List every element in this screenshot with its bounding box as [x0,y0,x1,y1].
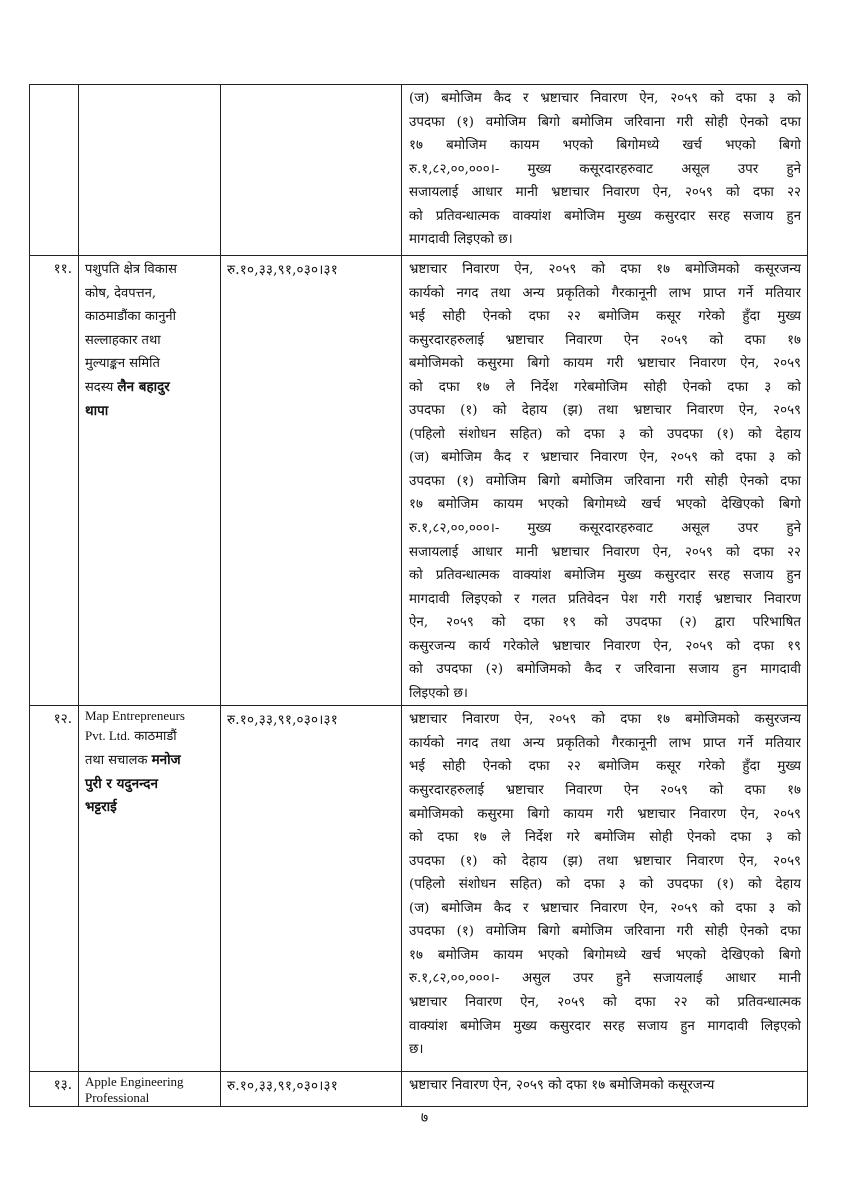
charge-description-cell [402,85,808,256]
claim-amount-cell [221,256,402,706]
charge-description-line: उपदफा (१) वमोजिम बिगो बमोजिम जरिवाना गरी सोही ऐनको दफा [409,114,801,130]
charge-description-line: १७ बमोजिम कायम भएको बिगोमध्ये खर्च भएको बिगो [409,138,801,154]
table-row [30,256,808,706]
charge-description-line: बमोजिमको कसुरमा बिगो कायम गरी भ्रष्टाचार निवारण ऐन, २०५९ [409,356,801,372]
charge-description-line: को उपदफा (२) बमोजिमको कैद र जरिवाना सजाय हुन मागदावी [409,662,801,678]
charge-description-line: (पहिलो संशोधन सहित) को दफा ३ को उपदफा (१) को देहाय [409,877,801,893]
charge-description-line: भ्रष्टाचार निवारण ऐन, २०५९ को दफा १७ बमोजिमको कसूरजन्य [409,262,801,277]
case-table [29,84,808,1107]
table-row [30,85,808,256]
accused-name-bold-line: पुरी र यदुनन्दन [85,775,158,792]
charge-description-cell [402,706,808,1072]
charge-description-line: भ्रष्टाचार निवारण ऐन, २०५९ को दफा १७ बमोजिमको कसुरजन्य [409,712,801,728]
charge-description-line: (ज) बमोजिम कैद र भ्रष्टाचार निवारण ऐन, २०५९ को दफा ३ को [409,450,801,466]
serial-number: ११. [53,261,72,277]
accused-name-bold: लैन बहादुर [117,378,170,395]
serial-number-cell [30,706,79,1072]
table-row [30,1072,808,1107]
accused-name-line: Professional [85,1090,150,1106]
charge-description-line: कार्यको नगद तथा अन्य प्रकृतिको गैरकानूनी लाभ प्राप्त गर्ने मतियार [409,285,801,301]
accused-name-bold: मनोज [151,751,181,768]
table-row [30,706,808,1072]
serial-number-cell [30,85,79,256]
page-number: ७ [420,1110,429,1126]
accused-name-cell [79,706,221,1072]
accused-name-latin: Pvt. Ltd. [85,728,131,744]
accused-name-line: काठमाडौंका कानुनी [85,309,176,325]
serial-number: १२. [53,711,72,728]
charge-description-line: १७ बमोजिम कायम भएको बिगोमध्ये खर्च भएको देखिएको बिगो [409,497,801,513]
accused-name-line: पशुपति क्षेत्र विकास [85,262,177,277]
charge-description-line: भ्रष्टाचार निवारण ऐन, २०५९ को दफा २२ को प्रतिवन्धात्मक [409,994,801,1010]
charge-description-line: कसुरदारहरुलाई भ्रष्टाचार निवारण ऐन २०५९ को दफा १७ [409,332,801,348]
accused-name-text: सदस्य [85,379,118,395]
charge-description-line: (पहिलो संशोधन सहित) को दफा ३ को उपदफा (१) को देहाय [409,426,801,442]
charge-description-line: १७ बमोजिम कायम भएको बिगोमध्ये खर्च भएको देखिएको बिगो [409,947,801,963]
charge-description-line: भ्रष्टाचार निवारण ऐन, २०५९ को दफा १७ बमोजिमको कसूरजन्य [409,1078,715,1094]
accused-name-line: सल्लाहकार तथा [85,332,161,348]
charge-description-line: उपदफा (१) को देहाय (झ) तथा भ्रष्टाचार निवारण ऐन, २०५९ [409,853,801,869]
charge-description-cell [402,256,808,706]
claim-amount-cell [221,1072,402,1107]
charge-description-line: (ज) बमोजिम कैद र भ्रष्टाचार निवारण ऐन, २०५९ को दफा ३ को [409,900,801,916]
charge-description-line: को दफा १७ ले निर्देश गरेबमोजिम सोही ऐनको दफा ३ को [409,379,801,395]
claim-amount-cell [221,706,402,1072]
claim-amount: रु.१०,३३,९१,०३०।३१ [227,712,338,729]
accused-name-line [85,376,216,400]
charge-description-line: कसुरजन्य कार्य गरेकोले भ्रष्टाचार निवारण ऐन, २०५९ को दफा १९ [409,638,801,654]
charge-description-line: बमोजिमको कसुरमा बिगो कायम गरी भ्रष्टाचार निवारण ऐन, २०५९ [409,806,801,822]
charge-description-line: भई सोही ऐनको दफा २२ बमोजिम कसूर गरेको हुँदा मुख्य [409,309,801,325]
charge-description-line: (ज) बमोजिम कैद र भ्रष्टाचार निवारण ऐन, २०५९ को दफा ३ को [409,91,801,106]
accused-name-line: Apple Engineering [85,1074,184,1090]
charge-description-line: ऐन, २०५९ को दफा १९ को उपदफा (२) द्वारा परिभाषित [409,615,801,631]
charge-description-line: को प्रतिवन्धात्मक वाक्यांश बमोजिम मुख्य कसुरदार सरह सजाय हुन [409,208,801,224]
accused-name-cell [79,256,221,706]
charge-description-line: रु.१,८२,००,०००।- मुख्य कसूरदारहरुवाट असूल उपर हुने [409,161,801,177]
serial-number: १३. [53,1077,72,1094]
charge-description-line: कार्यको नगद तथा अन्य प्रकृतिको गैरकानूनी लाभ प्राप्त गर्ने मतियार [409,735,801,751]
charge-description-line: सजायलाई आधार मानी भ्रष्टाचार निवारण ऐन, २०५९ को दफा २२ [409,544,801,560]
charge-description-cell [402,1072,808,1107]
accused-name-line: मुल्याङ्कन समिति [85,356,160,372]
charge-description-line: मागदावी लिइएको छ। [409,232,513,248]
claim-amount: रु.१०,३३,९१,०३०।३१ [227,262,338,278]
accused-name-cell [79,1072,221,1107]
charge-description-line: को दफा १७ ले निर्देश गरे बमोजिम सोही ऐनको दफा ३ को [409,830,801,846]
accused-name-line [85,749,216,773]
accused-name-cell [79,85,221,256]
serial-number-cell [30,1072,79,1107]
charge-description-line: भई सोही ऐनको दफा २२ बमोजिम कसूर गरेको हुँदा मुख्य [409,759,801,775]
charge-description-line: लिइएको छ। [409,685,468,701]
claim-amount-cell [221,85,402,256]
charge-description-line: उपदफा (१) वमोजिम बिगो बमोजिम जरिवाना गरी सोही ऐनको दफा [409,924,801,940]
charge-description-line: वाक्यांश बमोजिम मुख्य कसुरदार सरह सजाय हुन मागदावी लिइएको [409,1018,801,1034]
accused-name-line: कोष, देवपत्तन, [85,285,156,301]
charge-description-line: छ। [409,1042,424,1058]
accused-name-line: Map Entrepreneurs [85,708,185,724]
accused-name-text: तथा सचालक [85,752,152,768]
charge-description-line: को प्रतिवन्धात्मक वाक्यांश बमोजिम मुख्य कसुरदार सरह सजाय हुन [409,568,801,584]
charge-description-line: उपदफा (१) को देहाय (झ) तथा भ्रष्टाचार निवारण ऐन, २०५९ [409,403,801,419]
charge-description-line: रु.१,८२,००,०००।- मुख्य कसूरदारहरुवाट असूल उपर हुने [409,521,801,537]
serial-number-cell [30,256,79,706]
accused-name-bold-line: भट्टराई [85,799,117,816]
charge-description-line: रु.१,८२,००,०००।- असुल उपर हुने सजायलाई आधार मानी [409,971,801,987]
charge-description-line: उपदफा (१) वमोजिम बिगो बमोजिम जरिवाना गरी सोही ऐनको दफा [409,473,801,489]
charge-description-line: कसुरदारहरुलाई भ्रष्टाचार निवारण ऐन २०५९ को दफा १७ [409,783,801,799]
claim-amount: रु.१०,३३,९१,०३०।३१ [227,1078,338,1095]
charge-description-line: सजायलाई आधार मानी भ्रष्टाचार निवारण ऐन, २०५९ को दफा २२ [409,185,801,201]
accused-name-line [85,724,216,749]
charge-description-line: मागदावी लिइएको र गलत प्रतिवेदन पेश गरी गराई भ्रष्टाचार निवारण [409,591,801,607]
accused-name-text: काठमाडौं [130,729,177,745]
accused-name-bold-line: थापा [85,402,109,419]
